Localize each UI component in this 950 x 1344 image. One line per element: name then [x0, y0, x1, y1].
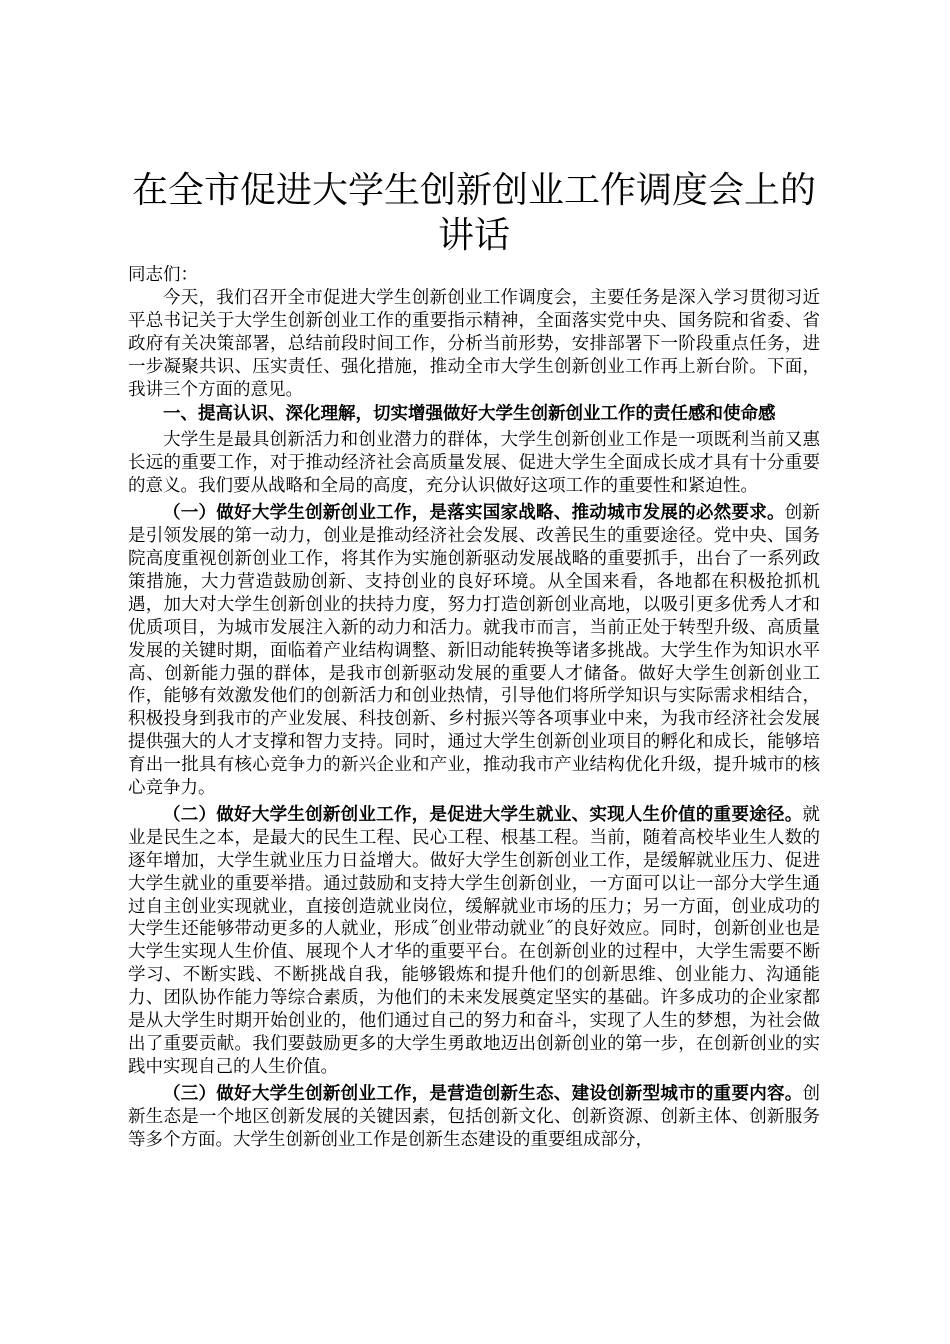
document-page: [128, 0, 820, 1152]
intro-paragraph: 今天，我们召开全市促进大学生创新创业工作调度会，主要任务是深入学习贯彻习近平总书记关于大学生创新创业工作的重要指示精神，全面落实党中央、国务院和省委、省政府有关决策部署，总结前段时间工作，分析当前形势，安排部署下一阶段重点任务，进一步凝聚共识、压实责任、强化措施，推动全市大学生创新创业工作再上新台阶。下面，我讲三个方面的意见。: [128, 288, 820, 400]
subsection-3-heading: （三）做好大学生创新创业工作，是营造创新生态、建设创新型城市的重要内容。: [163, 1083, 803, 1104]
subsection-1-body: 创新是引领发展的第一动力，创业是推动经济社会发展、改善民生的重要途径。党中央、国务院高度重视创新创业工作，将其作为实施创新驱动发展战略的重要抓手，出台了一系列政策措施，大力营造鼓励创新、支持创业的良好环境。从全国来看，各地都在积极抢抓机遇，加大对大学生创新创业的扶持力度，努力打造创新创业高地，以吸引更多优秀人才和优质项目，为城市发展注入新的动力和活力。就我市而言，当前正处于转型升级、高质量发展的关键时期，面临着产业结构调整、新旧动能转换等诸多挑战。大学生作为知识水平高、创新能力强的群体，是我市创新驱动发展的重要人才储备。做好大学生创新创业工作，能够有效激发他们的创新活力和创业热情，引导他们将所学知识与实际需求相结合，积极投身到我市的产业发展、科技创新、乡村振兴等各项事业中来，为我市经济社会发展提供强大的人才支撑和智力支持。同时，通过大学生创新创业项目的孵化和成长，能够培育出一批具有核心竞争力的新兴企业和产业，推动我市产业结构优化升级，提升城市的核心竞争力。: [128, 503, 820, 799]
salutation: 同志们：: [128, 265, 198, 285]
subsection-1-heading: （一）做好大学生创新创业工作，是落实国家战略、推动城市发展的必然要求。: [163, 503, 785, 524]
document-title: 在全市促进大学生创新创业工作调度会上的讲话: [131, 170, 816, 256]
subsection-2-body: 就业是民生之本，是最大的民生工程、民心工程、根基工程。当前，随着高校毕业生人数的逐年增加，大学生就业压力日益增大。做好大学生创新创业工作，是缓解就业压力、促进大学生就业的重要举措。通过鼓励和支持大学生创新创业，一方面可以让一部分大学生通过自主创业实现就业，直接创造就业岗位，缓解就业市场的压力；另一方面，创业成功的大学生还能够带动更多的人就业，形成˝创业带动就业˝的良好效应。同时，创新创业也是大学生实现人生价值、展现个人才华的重要平台。在创新创业的过程中，大学生需要不断学习、不断实践、不断挑战自我，能够锻炼和提升他们的创新思维、创业能力、沟通能力、团队协作能力等综合素质，为他们的未来发展奠定坚实的基础。许多成功的企业家都是从大学生时期开始创业的，他们通过自己的努力和奋斗，实现了人生的梦想，为社会做出了重要贡献。我们要鼓励更多的大学生勇敢地迈出创新创业的第一步，在创新创业的实践中实现自己的人生价值。: [128, 804, 820, 1077]
subsection-2-paragraph: [128, 804, 820, 1079]
section-1-heading: 一、提高认识、深化理解，切实增强做好大学生创新创业工作的责任感和使命感: [163, 403, 776, 424]
section-1-paragraph: 大学生是最具创新活力和创业潜力的群体，大学生创新创业工作是一项既利当前又惠长远的重要工作，对于推动经济社会高质量发展、促进大学生全面成长成才具有十分重要的意义。我们要从战略和全局的高度，充分认识做好这项工作的重要性和紧迫性。: [128, 430, 820, 497]
subsection-3-paragraph: [128, 1083, 820, 1152]
subsection-2-heading: （二）做好大学生创新创业工作，是促进大学生就业、实现人生价值的重要途径。: [163, 804, 803, 825]
subsection-1-paragraph: [128, 502, 820, 800]
subsection-3-body: 创新生态是一个地区创新发展的关键因素，包括创新文化、创新资源、创新主体、创新服务等多个方面。大学生创新创业工作是创新生态建设的重要组成部分，: [128, 1083, 820, 1150]
